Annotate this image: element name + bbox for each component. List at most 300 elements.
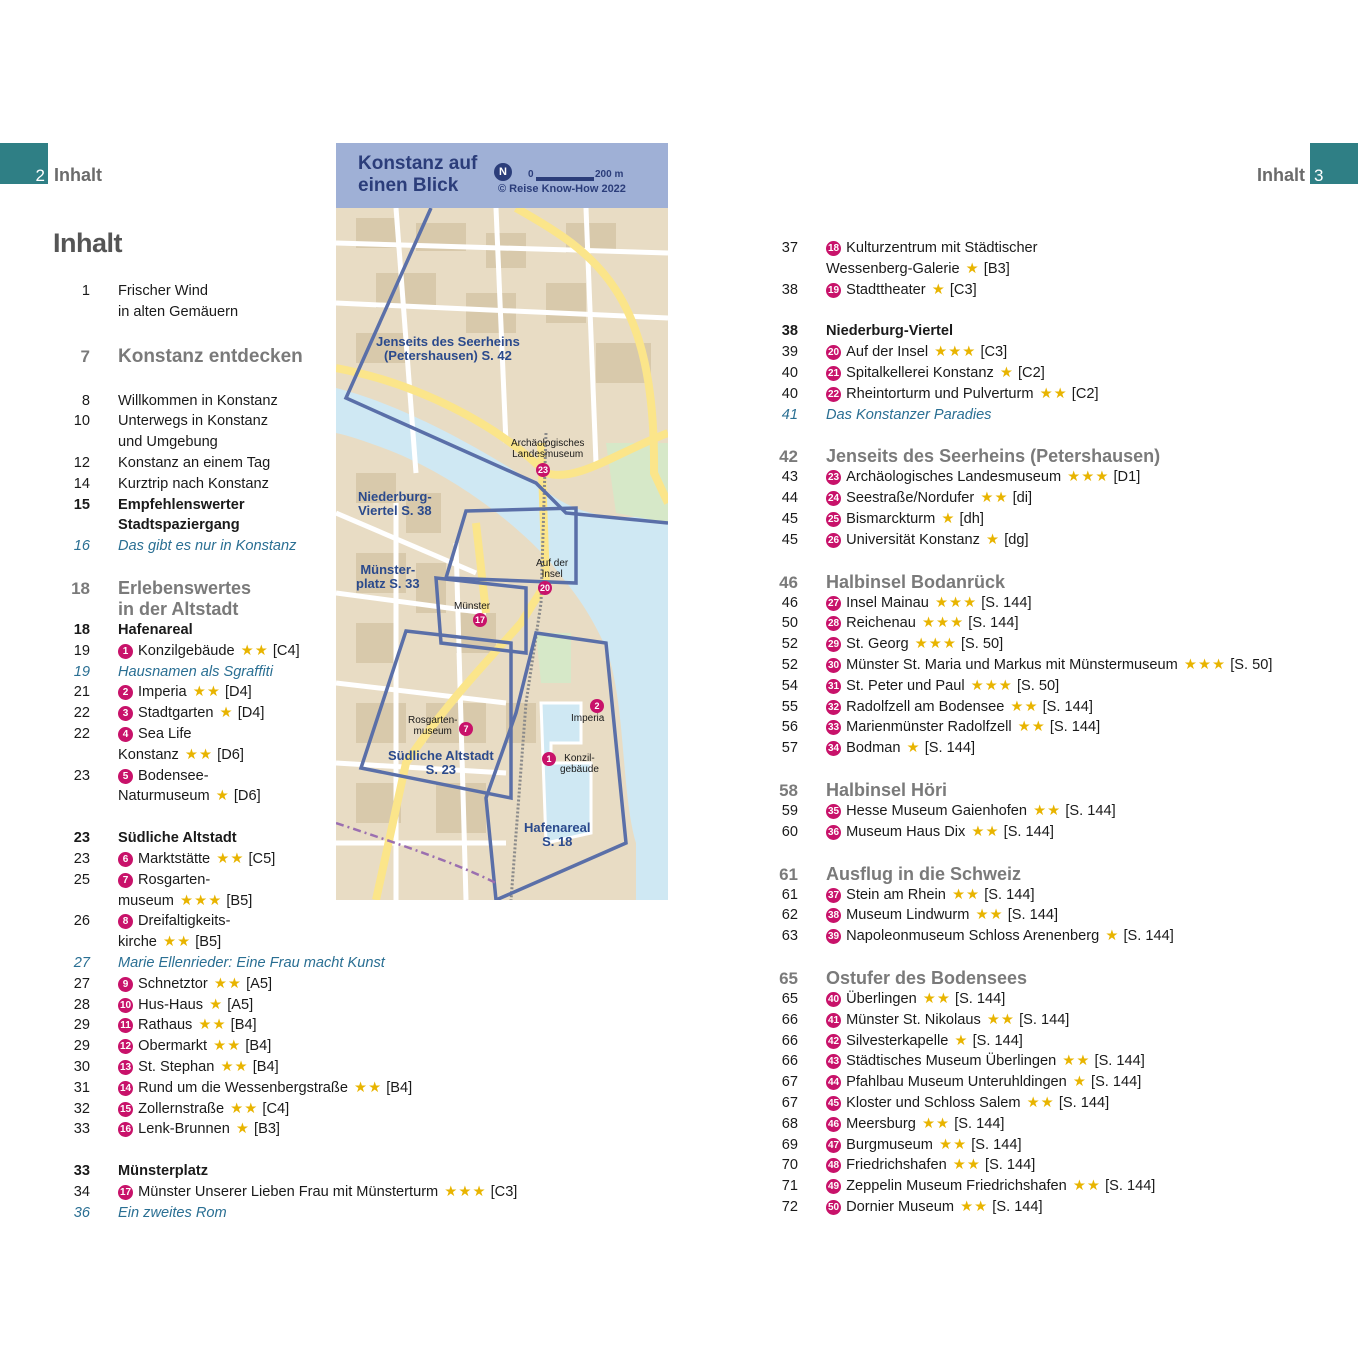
map-grid-reference: [D1]: [1113, 469, 1141, 486]
map-grid-reference: [S. 50]: [1016, 677, 1060, 694]
toc-entry-text: [118, 1015, 520, 1036]
sight-number-badge: 31: [828, 680, 840, 692]
map-place-muenster: Münster: [454, 601, 491, 612]
toc-entry-title: Jenseits des Seerheins (Petershausen): [826, 446, 1161, 467]
rating-stars-icon: ★: [965, 260, 980, 277]
toc-entry[interactable]: [760, 259, 1320, 280]
sight-number-badge: 19: [828, 284, 840, 296]
toc-page-number: [40, 599, 118, 620]
map-badge: 7: [459, 722, 473, 736]
toc-entry[interactable]: [760, 1135, 1320, 1156]
toc-entry[interactable]: [760, 384, 1320, 405]
map-badge: 20: [539, 583, 550, 593]
toc-entry-title: Zeppelin Museum Friedrichshafen: [846, 1178, 1067, 1195]
toc-entry[interactable]: [760, 905, 1320, 926]
toc-entry-text: [826, 405, 1320, 426]
toc-entry[interactable]: [40, 1036, 520, 1057]
toc-entry-title: Auf der Insel: [846, 344, 929, 361]
map-grid-reference: [C3]: [490, 1183, 518, 1200]
sight-number-badge: 41: [828, 1014, 840, 1026]
toc-entry[interactable]: [760, 280, 1320, 301]
overview-map: [336, 143, 668, 900]
rating-stars-icon: ★★: [922, 990, 951, 1007]
toc-entry-title: und Umgebung: [118, 434, 218, 451]
toc-page-number: 18: [73, 621, 90, 638]
sight-number-badge: 7: [118, 873, 133, 888]
toc-entry-text: [826, 259, 1320, 280]
toc-entry-title: Kurztrip nach Konstanz: [118, 475, 269, 492]
toc-page-number: 26: [73, 913, 90, 930]
toc-entry[interactable]: [760, 467, 1320, 488]
map-canvas: [336, 143, 668, 900]
sight-number-badge: 8: [118, 914, 133, 929]
toc-entry-title: St. Peter und Paul: [846, 677, 965, 694]
toc-entry-title: Stadtgarten: [138, 705, 214, 722]
toc-page-number: 1: [81, 283, 90, 299]
toc-entry-title: Halbinsel Höri: [826, 779, 948, 800]
toc-entry[interactable]: [760, 676, 1320, 697]
sight-number-badge: 33: [828, 722, 840, 734]
toc-entry[interactable]: [760, 655, 1320, 676]
sight-number-badge: 48: [828, 1160, 840, 1172]
toc-page-number: 62: [781, 907, 798, 924]
map-grid-reference: [di]: [1012, 490, 1033, 507]
sight-number-badge: 23: [828, 472, 840, 484]
toc-page-number: 55: [781, 698, 798, 715]
toc-entry-text: [826, 467, 1320, 488]
rating-stars-icon: ★★★: [1183, 656, 1227, 673]
rating-stars-icon: ★★: [938, 1136, 968, 1153]
toc-page-number: 25: [73, 871, 90, 888]
sight-number-badge: 1: [118, 644, 133, 659]
sight-number-badge: 30: [828, 659, 840, 671]
rating-stars-icon: ★★: [184, 746, 214, 763]
toc-entry-text: [826, 1135, 1320, 1156]
toc-page-number: 42: [779, 447, 798, 467]
rating-stars-icon: ★★★: [921, 615, 965, 632]
toc-page-number: 37: [781, 240, 798, 256]
sight-number-badge: 9: [118, 977, 133, 992]
sight-number-badge: 21: [828, 367, 840, 379]
sight-number-badge: 18: [828, 243, 840, 254]
toc-entry[interactable]: [760, 1114, 1320, 1135]
rating-stars-icon: ★★: [1062, 1053, 1091, 1070]
toc-entry[interactable]: [760, 593, 1320, 614]
toc-gap: [760, 551, 1320, 572]
toc-page-number: 27: [73, 975, 90, 992]
toc-entry-text: [826, 676, 1320, 697]
toc-entry[interactable]: [760, 717, 1320, 738]
rating-stars-icon: ★★: [986, 1011, 1015, 1028]
toc-entry-title: Sea Life: [138, 725, 192, 742]
toc-entry-title: Naturmuseum: [118, 788, 210, 805]
toc-entry[interactable]: [760, 738, 1320, 759]
toc-entry-title: Das gibt es nur in Konstanz: [118, 538, 297, 555]
rating-stars-icon: ★: [235, 1121, 250, 1138]
map-grid-reference: [S. 144]: [1065, 802, 1116, 819]
map-grid-reference: [C3]: [949, 281, 977, 298]
toc-entry[interactable]: [40, 1078, 520, 1099]
toc-entry[interactable]: [40, 995, 520, 1016]
toc-entry-title: Burgmuseum: [846, 1136, 933, 1153]
rating-stars-icon: ★★★: [180, 892, 223, 909]
map-grid-reference: [dh]: [959, 510, 984, 527]
toc-page-number: 43: [781, 469, 798, 486]
toc-entry-title: Dreifaltigkeits-: [138, 913, 231, 930]
toc-page-number: 71: [781, 1178, 798, 1195]
toc-entry[interactable]: [40, 953, 520, 974]
toc-page-number: 70: [781, 1157, 798, 1174]
map-place-landesmuseum: Archäologisches Landesmuseum: [511, 438, 585, 460]
toc-entry[interactable]: [40, 1182, 520, 1203]
toc-entry-title: Konstanz an einem Tag: [118, 454, 271, 471]
toc-page-number: 61: [779, 864, 798, 884]
toc-entry-text: [826, 822, 1320, 843]
toc-entry[interactable]: [760, 864, 1320, 885]
toc-entry[interactable]: [760, 634, 1320, 655]
rating-stars-icon: ★: [219, 705, 234, 722]
toc-entry[interactable]: [760, 321, 1320, 342]
toc-gap: [40, 1140, 520, 1161]
toc-gap: [760, 425, 1320, 446]
toc-entry-title: Marienmünster Radolfzell: [846, 719, 1012, 736]
map-place-insel: Auf der Insel: [536, 558, 569, 580]
sight-number-badge: 22: [828, 388, 840, 400]
toc-entry[interactable]: [760, 446, 1320, 467]
toc-entry[interactable]: [760, 488, 1320, 509]
toc-entry-text: [826, 593, 1320, 614]
toc-entry-title: Spitalkellerei Konstanz: [846, 364, 994, 381]
page-number-tab-right: [1310, 143, 1358, 184]
toc-page-number: 32: [73, 1100, 90, 1117]
rating-stars-icon: ★: [986, 531, 1001, 548]
map-grid-reference: [C4]: [262, 1100, 290, 1117]
toc-page-number: 22: [73, 705, 90, 722]
sight-number-badge: 46: [828, 1118, 840, 1130]
toc-page-number: 66: [781, 1053, 798, 1070]
toc-entry-title: Marktstätte: [138, 850, 211, 867]
map-grid-reference: [S. 144]: [981, 594, 1032, 611]
toc-entry[interactable]: [760, 342, 1320, 363]
sight-number-badge: 36: [828, 826, 840, 838]
toc-entry-title: Lenk-Brunnen: [138, 1121, 230, 1138]
toc-entry-title: Archäologisches Landesmuseum: [846, 469, 1062, 486]
toc-entry-title: Münster St. Maria und Markus mit Münstermuseum: [846, 656, 1178, 673]
toc-entry[interactable]: [760, 822, 1320, 843]
toc-entry[interactable]: [760, 238, 1320, 259]
toc-entry-text: [826, 1010, 1320, 1031]
sight-number-badge: 26: [828, 534, 840, 546]
sight-number-badge: 32: [828, 701, 840, 713]
sight-number-badge: 14: [120, 1082, 132, 1094]
toc-entry[interactable]: [760, 989, 1320, 1010]
sight-number-badge: 42: [828, 1035, 840, 1047]
toc-page-number: 23: [73, 767, 90, 784]
rating-stars-icon: ★: [1072, 1074, 1087, 1091]
toc-entry[interactable]: [760, 926, 1320, 947]
toc-entry-title: Ausflug in die Schweiz: [826, 863, 1022, 884]
toc-entry-title: Münster St. Nikolaus: [846, 1011, 981, 1028]
toc-entry-title: Seestraße/Nordufer: [846, 490, 975, 507]
sight-number-badge: 50: [828, 1201, 840, 1213]
toc-page-number: 68: [781, 1115, 798, 1132]
toc-entry-title: Schnetztor: [138, 975, 208, 992]
rating-stars-icon: ★★: [952, 1157, 981, 1174]
toc-entry-text: [826, 1072, 1320, 1093]
toc-entry-title: Ein zweites Rom: [118, 1204, 227, 1221]
toc-entry-title: Museum Lindwurm: [846, 907, 970, 924]
rating-stars-icon: ★★: [960, 1198, 989, 1215]
toc-entry[interactable]: [760, 613, 1320, 634]
scale-end: 200 m: [595, 169, 624, 180]
toc-page-number: 27: [73, 954, 90, 971]
toc-entry-title: Das Konstanzer Paradies: [826, 406, 992, 423]
sight-number-badge: 20: [828, 347, 840, 359]
rating-stars-icon: ★★★: [1067, 469, 1110, 486]
toc-entry[interactable]: [760, 405, 1320, 426]
toc-entry[interactable]: [760, 1031, 1320, 1052]
toc-entry[interactable]: [760, 509, 1320, 530]
toc-page-number: [40, 932, 118, 953]
toc-entry[interactable]: [760, 363, 1320, 384]
toc-entry-title: Überlingen: [846, 990, 917, 1007]
toc-page-number: 46: [781, 594, 798, 611]
sight-number-badge: 15: [120, 1103, 132, 1115]
toc-entry[interactable]: [760, 1155, 1320, 1176]
toc-entry-text: [826, 530, 1320, 551]
toc-page-number: [40, 302, 118, 323]
toc-entry-text: [826, 572, 1320, 593]
toc-entry-title: Dornier Museum: [846, 1198, 954, 1215]
rating-stars-icon: ★★: [1017, 719, 1046, 736]
toc-entry[interactable]: [760, 1010, 1320, 1031]
map-grid-reference: [C4]: [272, 642, 300, 659]
map-label-niederburg: Niederburg- Viertel S. 38: [358, 489, 432, 518]
toc-page-number: 65: [781, 990, 798, 1007]
sight-number-badge: 49: [828, 1181, 840, 1193]
toc-entry[interactable]: [40, 932, 520, 953]
sight-number-badge: 11: [118, 1018, 133, 1033]
toc-entry-title: Hausnamen als Sgraffiti: [118, 663, 273, 680]
toc-page-number: [40, 745, 118, 766]
rating-stars-icon: ★: [941, 510, 956, 527]
toc-entry-text: [118, 1036, 520, 1057]
rating-stars-icon: ★★: [230, 1100, 259, 1117]
rating-stars-icon: ★★: [163, 934, 192, 951]
sight-number-badge: 40: [828, 993, 840, 1005]
map-grid-reference: [S. 144]: [1049, 719, 1101, 736]
north-arrow-icon: N: [494, 163, 512, 181]
rating-stars-icon: ★: [906, 740, 921, 757]
toc-entry[interactable]: [760, 697, 1320, 718]
toc-page-number: 45: [781, 510, 798, 527]
toc-page-number: 57: [781, 740, 798, 757]
map-grid-reference: [S. 144]: [1091, 1074, 1142, 1091]
sight-number-badge: 25: [828, 513, 840, 525]
toc-page-number: 66: [781, 1011, 798, 1028]
map-grid-reference: [D4]: [224, 684, 252, 701]
toc-page-number: 29: [73, 1017, 90, 1034]
toc-entry-title: Münster Unserer Lieben Frau mit Münsterturm: [138, 1183, 439, 1200]
toc-entry-title: Konzilgebäude: [138, 642, 235, 659]
toc-entry-title: Konstanz: [118, 746, 179, 763]
toc-entry-title: Bodman: [846, 740, 901, 757]
toc-entry[interactable]: [40, 911, 520, 932]
toc-entry-text: [826, 488, 1320, 509]
map-grid-reference: [D6]: [233, 788, 261, 805]
toc-entry-text: [826, 1155, 1320, 1176]
toc-page-number: 15: [73, 496, 90, 513]
toc-entry-title: Unterwegs in Konstanz: [118, 413, 269, 430]
toc-entry[interactable]: [760, 885, 1320, 906]
sight-number-badge: 34: [828, 743, 840, 755]
rating-stars-icon: ★★: [354, 1079, 383, 1096]
map-grid-reference: [S. 144]: [1094, 1053, 1145, 1070]
rating-stars-icon: ★: [1105, 928, 1120, 945]
map-grid-reference: [B5]: [226, 892, 253, 909]
toc-page-number: 72: [781, 1198, 798, 1215]
running-head-right: Inhalt: [1257, 165, 1305, 185]
toc-entry-title: Museum Haus Dix: [846, 823, 966, 840]
toc-entry-text: [118, 1182, 520, 1203]
toc-page-number: 61: [781, 886, 798, 903]
toc-entry[interactable]: [40, 1161, 520, 1182]
toc-entry[interactable]: [40, 1203, 520, 1224]
toc-entry[interactable]: [760, 1051, 1320, 1072]
toc-entry[interactable]: [40, 1119, 520, 1140]
toc-entry[interactable]: [760, 1093, 1320, 1114]
toc-page-number: 34: [73, 1183, 90, 1200]
toc-entry-title: Pfahlbau Museum Unteruhldingen: [846, 1074, 1067, 1091]
map-badge: 23: [537, 465, 548, 475]
toc-entry-text: [118, 1057, 520, 1078]
toc-page-number: 40: [781, 364, 798, 381]
toc-entry-title: Bismarckturm: [846, 510, 936, 527]
toc-right-column: [760, 238, 1320, 1218]
map-grid-reference: [B5]: [195, 934, 222, 951]
toc-page-number: 38: [781, 281, 798, 298]
map-grid-reference: [B4]: [252, 1058, 279, 1075]
map-grid-reference: [S. 144]: [992, 1198, 1043, 1215]
toc-entry-title: Marie Ellenrieder: Eine Frau macht Kunst: [118, 954, 385, 971]
toc-entry[interactable]: [40, 974, 520, 995]
toc-entry[interactable]: [760, 530, 1320, 551]
map-badge: 17: [474, 615, 485, 625]
toc-entry-text: [118, 1161, 520, 1182]
toc-entry-text: [826, 801, 1320, 822]
sight-number-badge: 17: [120, 1186, 132, 1198]
toc-page-number: 59: [781, 802, 798, 819]
map-badge: 1: [542, 752, 556, 766]
toc-gap: [760, 759, 1320, 780]
sight-number-badge: 35: [828, 805, 840, 817]
map-grid-reference: [S. 144]: [955, 990, 1006, 1007]
map-label-hafenareal: Hafenareal S. 18: [524, 820, 591, 849]
toc-entry[interactable]: [40, 1099, 520, 1120]
toc-entry-title: Stein am Rhein: [846, 886, 946, 903]
toc-entry-text: [118, 995, 520, 1016]
toc-entry-title: Hafenareal: [118, 621, 193, 638]
sight-number-badge: 5: [118, 769, 133, 784]
toc-entry[interactable]: [760, 1176, 1320, 1197]
toc-entry-title: Südliche Altstadt: [118, 830, 237, 847]
toc-page-number: 19: [73, 663, 90, 680]
toc-entry[interactable]: [760, 780, 1320, 801]
rating-stars-icon: ★★: [1026, 1094, 1055, 1111]
toc-entry-title: in der Altstadt: [118, 598, 239, 619]
toc-page-number: [40, 891, 118, 912]
toc-entry-title: Münsterplatz: [118, 1163, 208, 1180]
toc-page-number: 8: [81, 392, 90, 409]
toc-entry[interactable]: [40, 1057, 520, 1078]
toc-entry[interactable]: [40, 1015, 520, 1036]
toc-entry-title: Universität Konstanz: [846, 531, 980, 548]
map-badge: 2: [590, 699, 604, 713]
map-grid-reference: [D6]: [217, 746, 244, 763]
map-grid-reference: [S. 144]: [1042, 698, 1093, 715]
toc-entry[interactable]: [760, 801, 1320, 822]
toc-entry-text: [826, 885, 1320, 906]
toc-entry[interactable]: [760, 1197, 1320, 1218]
toc-entry-text: [118, 953, 520, 974]
toc-entry-text: [826, 613, 1320, 634]
toc-entry-text: [826, 738, 1320, 759]
rating-stars-icon: ★: [954, 1032, 969, 1049]
map-grid-reference: [B3]: [254, 1121, 280, 1138]
toc-page-number: [760, 259, 826, 280]
toc-page-number: 45: [781, 531, 798, 548]
map-grid-reference: [C2]: [1071, 385, 1099, 402]
toc-entry[interactable]: [760, 1072, 1320, 1093]
rating-stars-icon: ★★★: [934, 594, 978, 611]
toc-entry[interactable]: [760, 572, 1320, 593]
map-grid-reference: [C5]: [248, 850, 276, 867]
map-place-imperia: Imperia: [571, 713, 605, 724]
toc-entry-title: Stadtspaziergang: [118, 517, 240, 534]
rating-stars-icon: ★★: [198, 1017, 227, 1034]
toc-entry-title: St. Georg: [846, 636, 909, 653]
toc-entry-text: [826, 384, 1320, 405]
map-grid-reference: [S. 144]: [1007, 907, 1059, 924]
rating-stars-icon: ★★: [1039, 385, 1068, 402]
map-grid-reference: [C3]: [980, 344, 1008, 361]
toc-entry[interactable]: [760, 968, 1320, 989]
toc-entry-text: [118, 1078, 520, 1099]
toc-entry-text: [118, 1099, 520, 1120]
rating-stars-icon: ★★★: [444, 1183, 487, 1200]
toc-entry-title: Rosgarten-: [138, 871, 211, 888]
toc-page-number: 23: [73, 830, 90, 847]
map-grid-reference: [B4]: [386, 1079, 413, 1096]
sight-number-badge: 37: [828, 889, 840, 901]
sight-number-badge: 39: [828, 931, 840, 943]
sight-number-badge: 47: [828, 1139, 840, 1151]
map-grid-reference: [dg]: [1004, 531, 1029, 548]
toc-page-number: 66: [781, 1032, 798, 1049]
toc-page-number: 46: [779, 572, 798, 592]
toc-entry-title: Napoleonmuseum Schloss Arenenberg: [846, 928, 1100, 945]
toc-entry-title: Hesse Museum Gaienhofen: [846, 802, 1028, 819]
toc-entry-title: Rheintorturm und Pulverturm: [846, 385, 1034, 402]
toc-entry-text: [826, 321, 1320, 342]
map-place-konzil: Konzil- gebäude: [560, 753, 599, 775]
toc-page-number: 18: [71, 578, 90, 598]
toc-entry-title: Obermarkt: [138, 1038, 208, 1055]
toc-page-number: 52: [781, 656, 798, 673]
toc-entry-text: [826, 1114, 1320, 1135]
toc-entry-title: Rathaus: [138, 1017, 193, 1034]
sight-number-badge: 38: [828, 910, 840, 922]
